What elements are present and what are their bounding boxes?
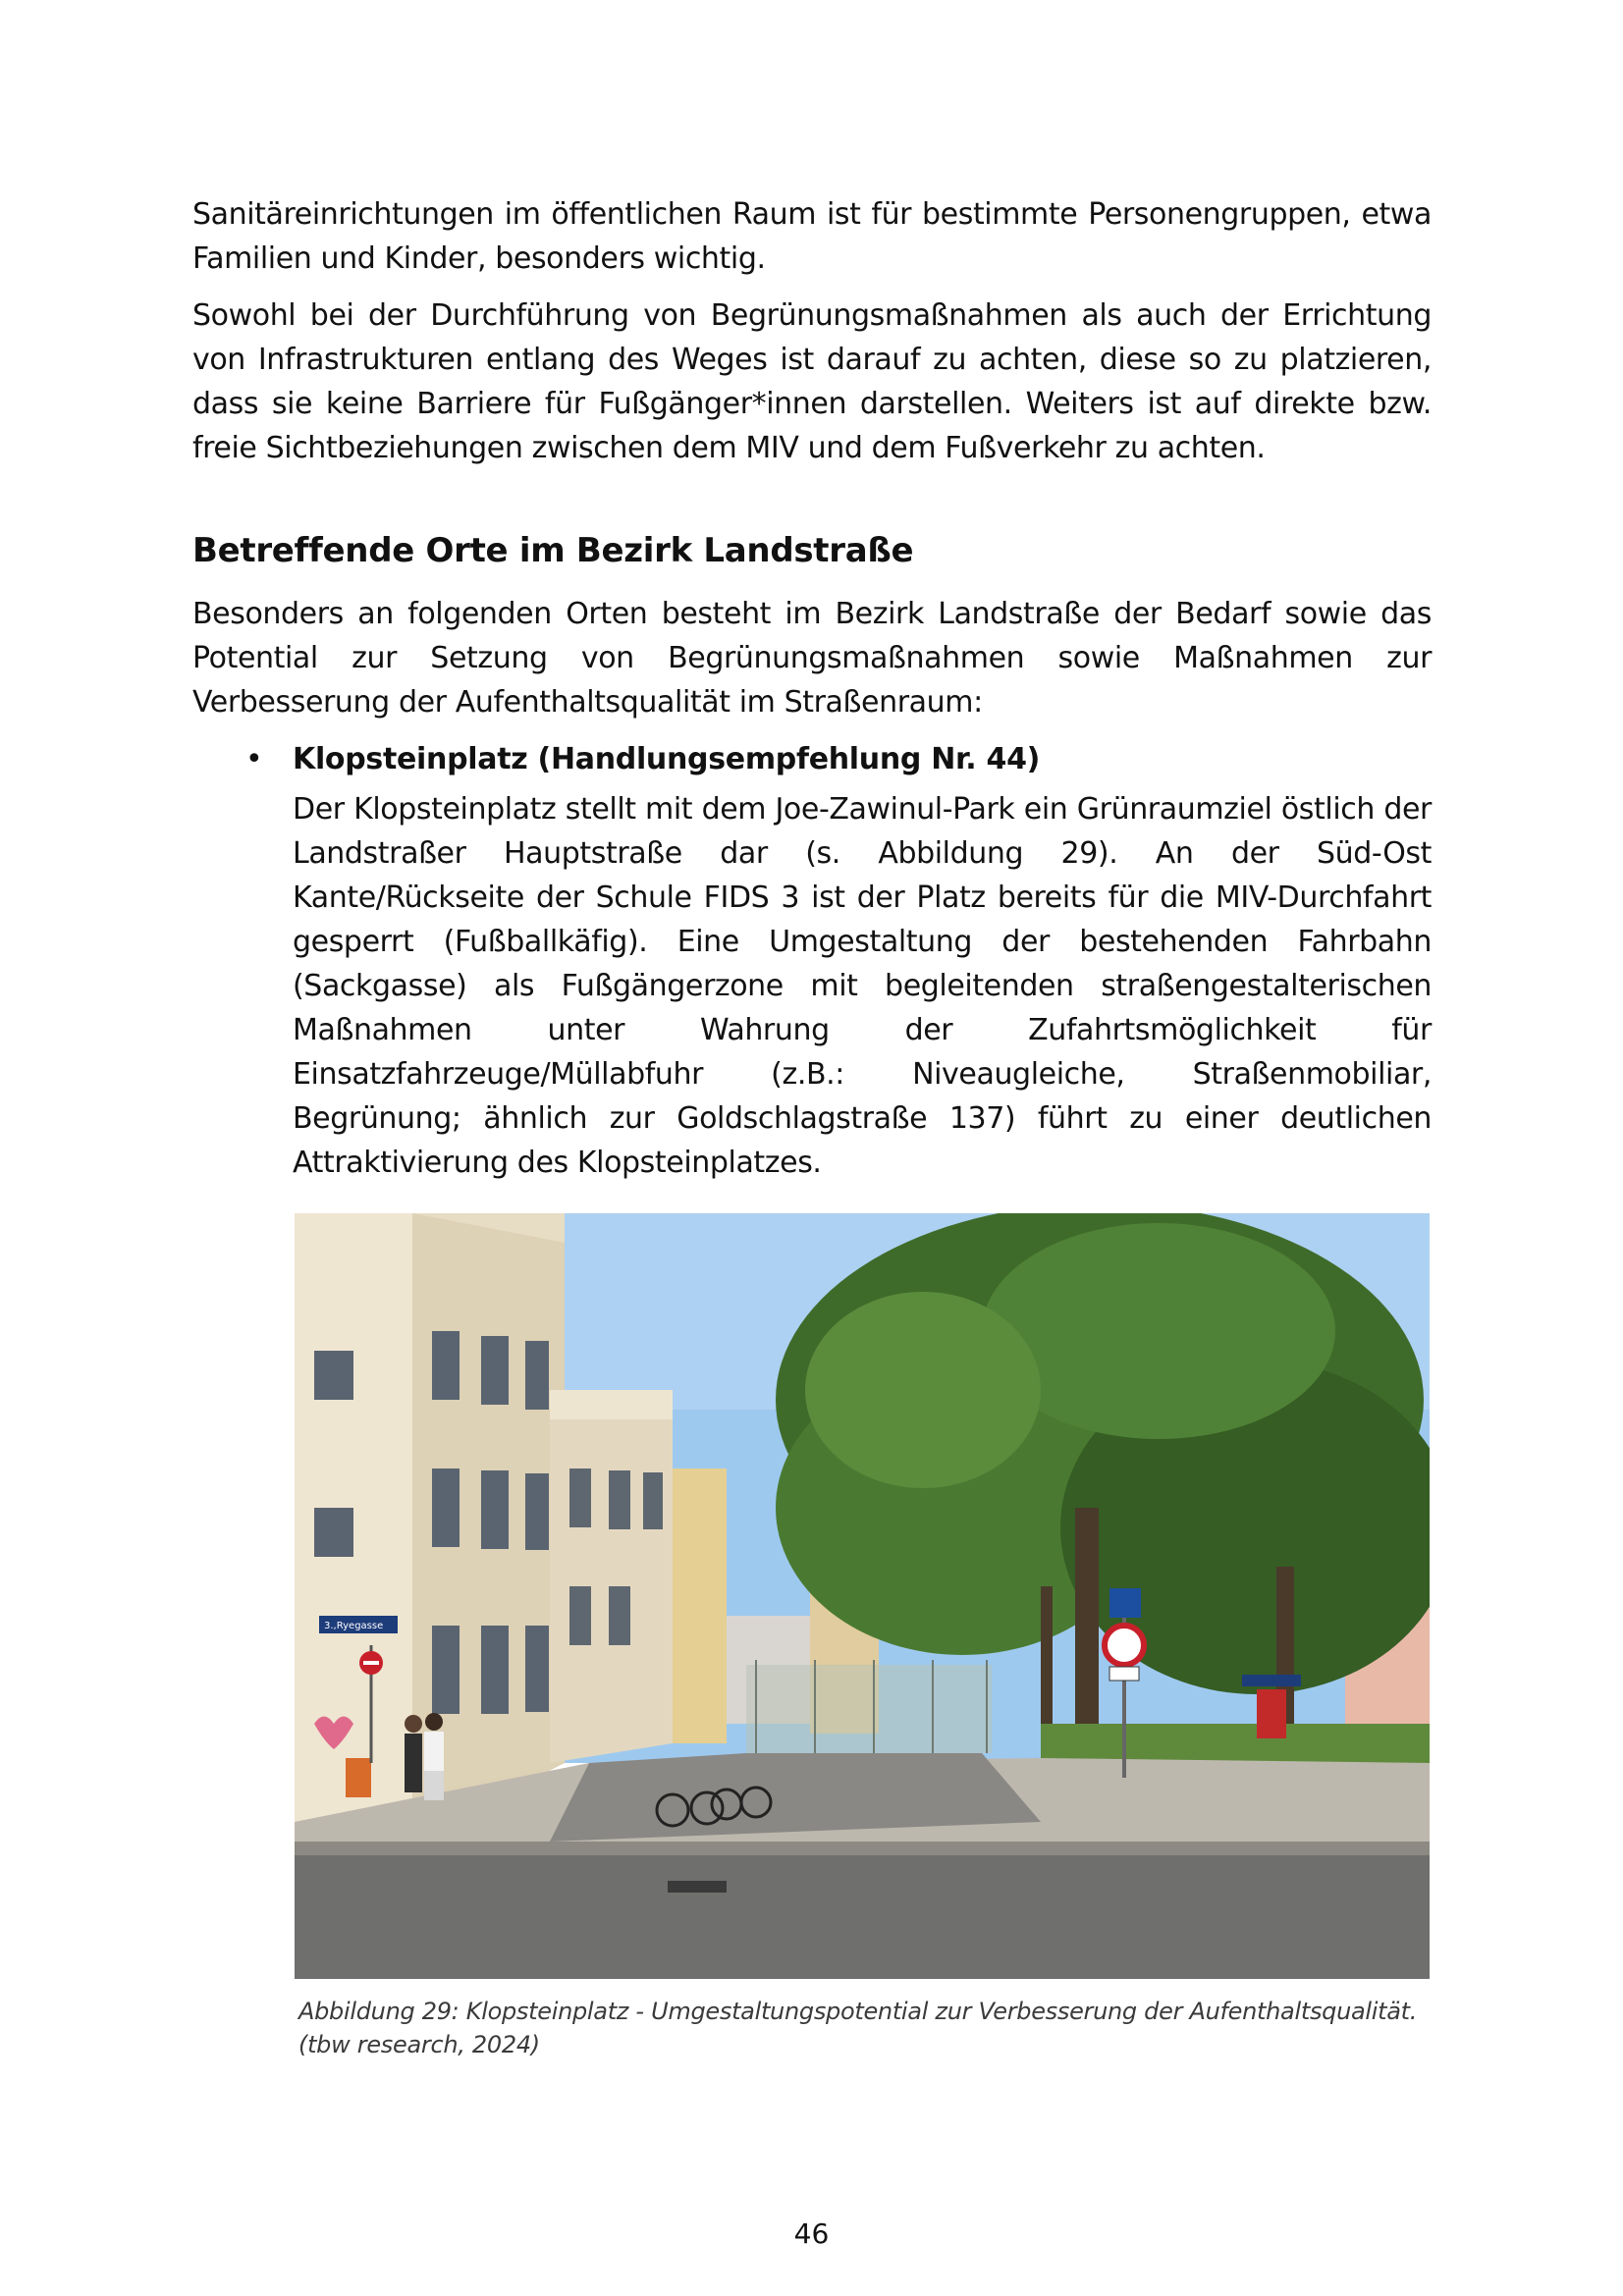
window bbox=[525, 1473, 549, 1550]
info-sign bbox=[1109, 1588, 1141, 1618]
middle-building-cornice bbox=[550, 1390, 673, 1419]
window bbox=[432, 1331, 460, 1400]
list-item bbox=[245, 737, 1432, 1185]
figure-photo-klopsteinplatz bbox=[295, 1213, 1430, 1979]
window bbox=[525, 1626, 549, 1712]
window bbox=[525, 1341, 549, 1410]
street-sign-right bbox=[1242, 1675, 1301, 1686]
supplementary-sign bbox=[1109, 1667, 1139, 1681]
section-intro: Besonders an folgenden Orten besteht im Bezirk Landstraße der Bedarf sowie das Potential zur Setzung von Begrünungsmaßnahmen sowie Maßnahmen zur Verbesserung der Aufenthaltsqualität im Straßenraum: bbox=[192, 597, 1432, 720]
window bbox=[481, 1470, 509, 1549]
figure-caption: Abbildung 29: Klopsteinplatz - Umgestaltungspotential zur Verbesserung der Aufenthaltsqualität. (tbw research, 2024) bbox=[298, 1998, 1418, 2058]
paragraph-2: Sowohl bei der Durchführung von Begrünungsmaßnahmen als auch der Errichtung von Infrastrukturen entlang des Weges ist darauf zu achten, diese so zu platzieren, dass sie keine Barriere für Fußgänger*innen darstellen. Weiters ist auf direkte bzw. freie Sichtbeziehungen zwischen dem MIV und dem Fußverkehr zu achten. bbox=[192, 298, 1432, 465]
trash-bin bbox=[346, 1758, 371, 1797]
person bbox=[405, 1734, 422, 1792]
yellow-building bbox=[673, 1468, 727, 1743]
person-head bbox=[405, 1715, 422, 1733]
tree-canopy-highlight bbox=[805, 1292, 1041, 1488]
curb bbox=[295, 1842, 1430, 1855]
paragraph-1: Sanitäreinrichtungen im öffentlichen Raum ist für bestimmte Personengruppen, etwa Familien und Kinder, besonders wichtig. bbox=[192, 197, 1432, 276]
page-number: 46 bbox=[793, 2217, 830, 2250]
window bbox=[314, 1351, 353, 1400]
road bbox=[295, 1842, 1430, 1979]
no-entry-bar bbox=[363, 1661, 379, 1665]
section-heading: Betreffende Orte im Bezirk Landstraße bbox=[192, 531, 914, 570]
football-cage bbox=[746, 1665, 992, 1753]
street-sign-text: 3.,Ryegasse bbox=[324, 1621, 384, 1631]
window bbox=[481, 1626, 509, 1714]
bullet-title: Klopsteinplatz (Handlungsempfehlung Nr. 44) bbox=[293, 742, 1041, 776]
drain-grate bbox=[668, 1881, 727, 1893]
person-legs bbox=[424, 1771, 444, 1800]
person-head bbox=[425, 1713, 443, 1731]
window bbox=[432, 1468, 460, 1547]
page-content bbox=[192, 192, 1432, 1185]
middle-building bbox=[550, 1390, 673, 1763]
no-vehicles-sign bbox=[1105, 1626, 1144, 1665]
window bbox=[569, 1468, 591, 1527]
person bbox=[424, 1732, 444, 1771]
red-kiosk bbox=[1257, 1689, 1286, 1738]
bullet-text: Der Klopsteinplatz stellt mit dem Joe-Zawinul-Park ein Grünraumziel östlich der Landstraßer Hauptstraße dar (s. Abbildung 29). An der Süd-Ost Kante/Rückseite der Schule FIDS 3 ist der Platz bereits für die MIV-Durchfahrt gesperrt (Fußballkäfig). Eine Umgestaltung der bestehenden Fahrbahn (Sackgasse) als Fußgängerzone mit begleitenden straßengestalterischen Maßnahmen unter Wahrung der Zufahrtsmöglichkeit für Einsatzfahrzeuge/Müllabfuhr (z.B.: Niveaugleiche, Straßenmobiliar, Begrünung; ähnlich zur Goldschlagstraße 137) führt zu einer deutlichen Attraktivierung des Klopsteinplatzes. bbox=[293, 792, 1432, 1180]
window bbox=[609, 1586, 630, 1645]
photo-illustration bbox=[295, 1213, 1430, 1979]
window bbox=[314, 1508, 353, 1557]
window bbox=[481, 1336, 509, 1405]
window bbox=[432, 1626, 460, 1714]
window bbox=[643, 1472, 663, 1529]
window bbox=[569, 1586, 591, 1645]
window bbox=[609, 1470, 630, 1529]
bullet-marker: • bbox=[245, 742, 263, 776]
